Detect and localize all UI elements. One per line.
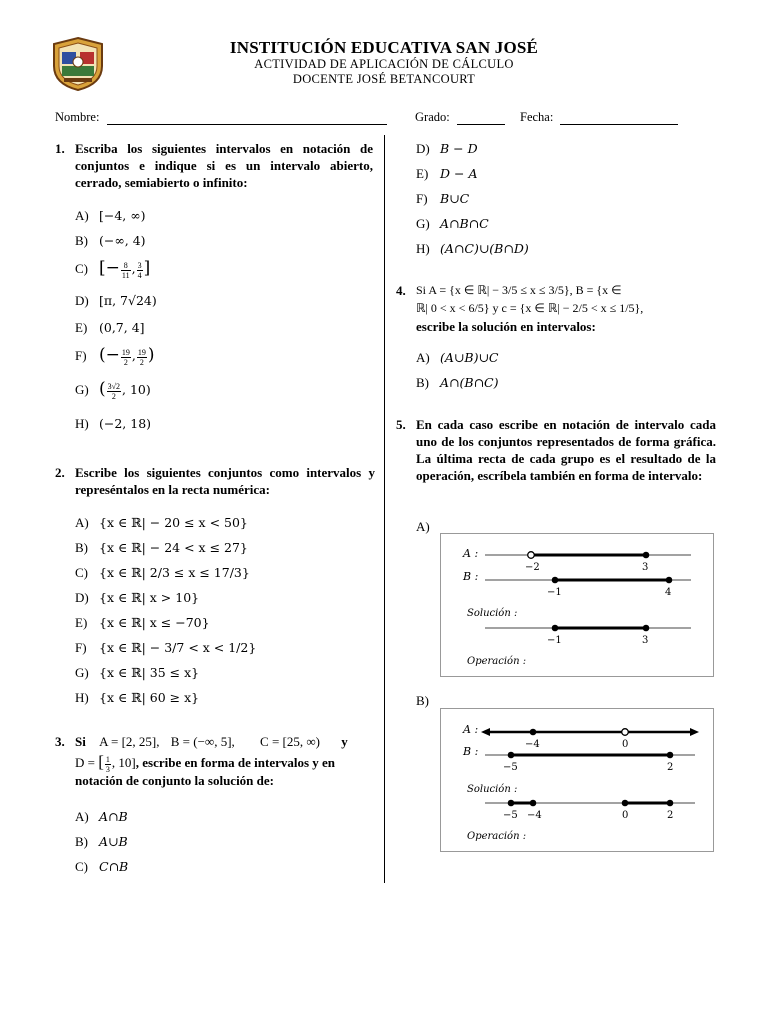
svg-text:−5: −5 (503, 810, 518, 821)
svg-text:3: 3 (642, 562, 649, 573)
svg-text:−2: −2 (525, 562, 540, 573)
q3-item-f: F) B∪C (416, 191, 470, 206)
q1-item-c: C) [− $\frac{8}{11}$ , $\frac{3}{4}$ ] (75, 258, 151, 280)
figure-b-number-lines (440, 708, 714, 852)
q1-item-g: G) ( $\frac{3√2}{2}$ , 10) (75, 379, 151, 401)
fig-b-row-a-label: A : (463, 723, 479, 736)
q2-item-a: A) {x ∈ ℝ| − 20 ≤ x < 50} (75, 515, 248, 530)
fig-a-operation-label: Operación : (467, 656, 527, 667)
question-text: Escriba los siguientes intervalos en notación de conjuntos e indique si es un intervalo abierto, cerrado, semiabierto o infinito: (75, 141, 373, 190)
q2-item-e: E) {x ∈ ℝ| x ≤ −70} (75, 615, 210, 630)
svg-text:−4: −4 (527, 810, 542, 821)
q2-item-f: F) {x ∈ ℝ| − 3/7 < x < 1/2} (75, 640, 257, 655)
svg-text:−1: −1 (547, 635, 562, 646)
fig-a-row-a-label: A : (463, 547, 479, 560)
question-text: Escribe los siguientes conjuntos como intervalos y represéntalos en la recta numérica: (75, 465, 375, 497)
document-header (0, 38, 768, 87)
activity-title: ACTIVIDAD DE APLICACIÓN DE CÁLCULO (254, 57, 514, 71)
fig-a-closed-point (643, 552, 650, 559)
figure-a-number-lines (440, 533, 714, 677)
q3-item-g: G) A∩B∩C (416, 216, 489, 231)
date-field[interactable] (560, 112, 678, 125)
fig-b-operation-label: Operación : (467, 831, 527, 842)
q2-item-b: B) {x ∈ ℝ| − 24 < x ≤ 27} (75, 540, 248, 555)
q2-item-h: H) {x ∈ ℝ| 60 ≥ x} (75, 690, 200, 705)
svg-text:2: 2 (667, 810, 674, 821)
q2-item-g: G) {x ∈ ℝ| 35 ≤ x} (75, 665, 200, 680)
date-label: Fecha: (520, 110, 554, 124)
figure-a-label: A) (416, 519, 430, 534)
q4-item-a: A) (A∪B)∪C (416, 350, 499, 365)
q3-item-a: A) A∩B (75, 809, 128, 824)
q1-item-e: E) (0,7, 4] (75, 320, 145, 335)
fig-b-solution-label: Solución : (467, 784, 518, 795)
svg-text:0: 0 (622, 810, 629, 821)
q1-item-d: D) [π, 7√24) (75, 293, 157, 308)
svg-text:4: 4 (665, 587, 672, 598)
figure-b-label: B) (416, 693, 429, 708)
fig-a-open-point (528, 552, 535, 559)
q1-item-a: A) [−4, ∞) (75, 208, 146, 223)
q2-item-c: C) {x ∈ ℝ| 2/3 ≤ x ≤ 17/3} (75, 565, 250, 580)
teacher-name: DOCENTE JOSÉ BETANCOURT (292, 72, 476, 86)
name-field[interactable] (107, 112, 387, 125)
question-number: 2. (55, 465, 65, 480)
svg-text:3: 3 (642, 635, 649, 646)
question-number: 1. (55, 141, 65, 156)
q1-item-b: B) (−∞, 4) (75, 233, 146, 248)
grade-field[interactable] (457, 112, 505, 125)
question-number: 5. (396, 417, 406, 432)
svg-text:−5: −5 (503, 762, 518, 773)
svg-text:0: 0 (622, 739, 629, 750)
q1-item-f: F) (− $\frac{19}{2}$ , $\frac{19}{2}$ ) (75, 345, 155, 367)
name-label: Nombre: (55, 110, 100, 124)
q1-item-h: H) (−2, 18) (75, 416, 152, 431)
svg-text:−1: −1 (547, 587, 562, 598)
question-number: 4. (396, 283, 406, 298)
svg-text:−4: −4 (525, 739, 540, 750)
fig-b-row-b-label: B : (463, 745, 479, 758)
grade-label: Grado: (415, 110, 450, 124)
q3-item-h: H) (A∩C)∪(B∩D) (416, 241, 529, 256)
q3-item-e: E) D − A (416, 166, 478, 181)
svg-text:2: 2 (667, 762, 674, 773)
q3-item-c: C) C∩B (75, 859, 129, 874)
question-text: En cada caso escribe en notación de intervalo cada uno de los conjuntos representados de forma gráfica. La última recta de cada grupo es el resultado de la operación, escríbela también en forma de intervalo: (416, 417, 716, 483)
q2-item-d: D) {x ∈ ℝ| x > 10} (75, 590, 200, 605)
fig-a-solution-label: Solución : (467, 608, 518, 619)
fig-a-row-b-label: B : (463, 570, 479, 583)
q4-item-b: B) A∩(B∩C) (416, 375, 499, 390)
q3-item-d: D) B − D (416, 141, 478, 156)
column-divider (384, 135, 385, 883)
question-number: 3. (55, 734, 65, 749)
institution-title: INSTITUCIÓN EDUCATIVA SAN JOSÉ (229, 38, 539, 57)
q3-item-b: B) A∪B (75, 834, 128, 849)
